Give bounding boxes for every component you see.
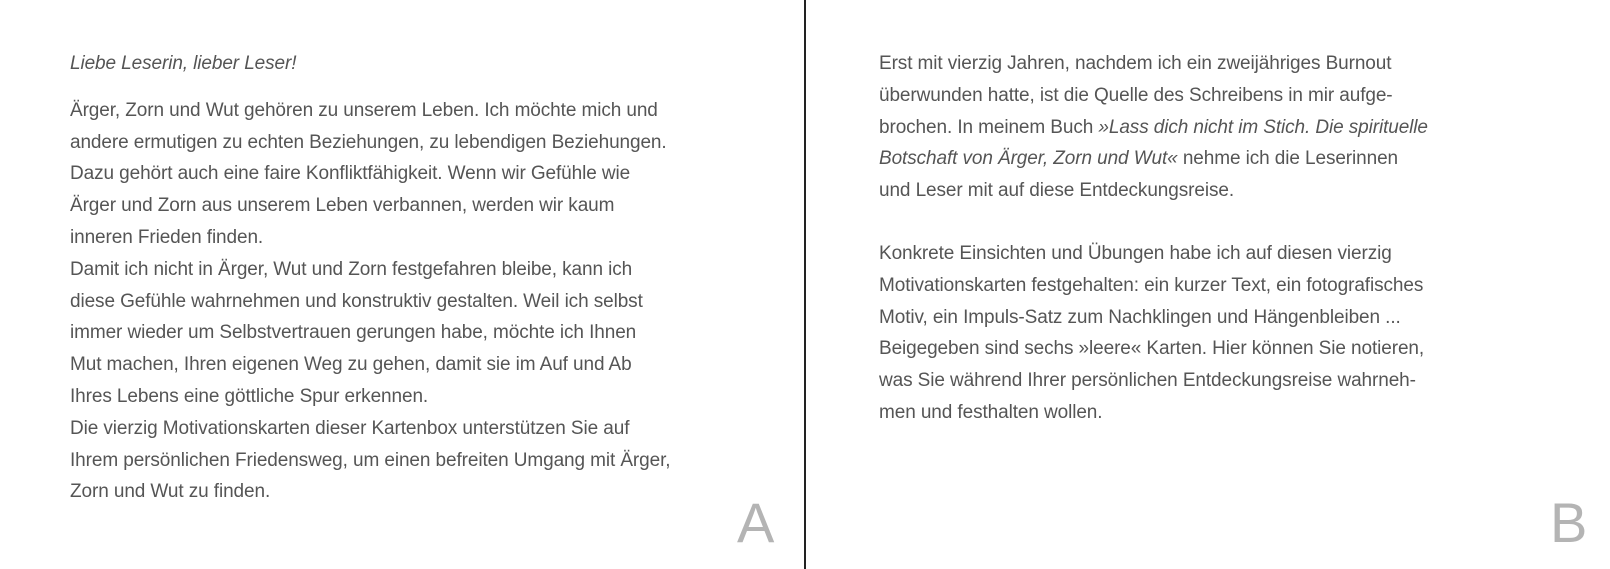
text-line: Zorn und Wut zu finden. xyxy=(70,481,271,503)
text-line: Ihres Lebens eine göttliche Spur erkennen. xyxy=(70,385,429,407)
text-line: Ihrem persönlichen Friedensweg, um einen befreiten Umgang mit Ärger, xyxy=(70,449,671,471)
text-segment: brochen. In meinem Buch xyxy=(879,116,1099,138)
text-line: Konkrete Einsichten und Übungen habe ich auf diesen vierzig xyxy=(879,242,1392,264)
page-b xyxy=(806,0,1610,569)
page-b-text xyxy=(879,48,1519,429)
text-line: diese Gefühle wahrnehmen und konstruktiv gestalten. Weil ich selbst xyxy=(70,290,643,312)
text-line: Die vierzig Motivationskarten dieser Kartenbox unterstützen Sie auf xyxy=(70,417,630,439)
text-line: Motiv, ein Impuls-Satz zum Nachklingen und Hängenbleiben ... xyxy=(879,306,1401,328)
text-line: Ärger und Zorn aus unserem Leben verbannen, werden wir kaum xyxy=(70,195,615,217)
text-line: und Leser mit auf diese Entdeckungsreise. xyxy=(879,180,1234,202)
text-line: Mut machen, Ihren eigenen Weg zu gehen, damit sie im Auf und Ab xyxy=(70,354,632,376)
text-line: überwunden hatte, ist die Quelle des Schreibens in mir aufge- xyxy=(879,84,1393,106)
text-line xyxy=(879,112,1519,144)
page-letter-a: A xyxy=(737,491,775,554)
text-line: Dazu gehört auch eine faire Konfliktfähigkeit. Wenn wir Gefühle wie xyxy=(70,163,631,185)
text-line xyxy=(879,143,1519,175)
page-a-paragraph-1 xyxy=(70,95,730,254)
page-a-text xyxy=(70,48,730,508)
text-line: Beigegeben sind sechs »leere« Karten. Hier können Sie notieren, xyxy=(879,338,1425,360)
book-title-italic: »Lass dich nicht im Stich. Die spirituelle xyxy=(1098,116,1428,138)
page-b-paragraph-2 xyxy=(879,238,1519,429)
text-line: immer wieder um Selbstvertrauen gerungen habe, möchte ich Ihnen xyxy=(70,322,637,344)
text-line: Motivationskarten festgehalten: ein kurzer Text, ein fotografisches xyxy=(879,274,1424,296)
page-letter-b: B xyxy=(1550,491,1588,554)
page-b-paragraph-1 xyxy=(879,48,1519,207)
book-title-italic: Botschaft von Ärger, Zorn und Wut« xyxy=(879,148,1178,170)
text-line: Ärger, Zorn und Wut gehören zu unserem Leben. Ich möchte mich und xyxy=(70,99,658,121)
text-line: Erst mit vierzig Jahren, nachdem ich ein zweijähriges Burnout xyxy=(879,53,1392,74)
text-line: Damit ich nicht in Ärger, Wut und Zorn festgefahren bleibe, kann ich xyxy=(70,258,633,280)
page-a-paragraph-3 xyxy=(70,413,730,508)
text-segment: nehme ich die Leserinnen xyxy=(1177,148,1399,170)
page-a-paragraph-2 xyxy=(70,254,730,413)
salutation: Liebe Leserin, lieber Leser! xyxy=(70,53,297,74)
text-line: was Sie während Ihrer persönlichen Entdeckungsreise wahrneh- xyxy=(879,370,1416,392)
text-line: men und festhalten wollen. xyxy=(879,401,1103,423)
text-line: andere ermutigen zu echten Beziehungen, zu lebendigen Beziehungen. xyxy=(70,131,667,153)
text-line: inneren Frieden finden. xyxy=(70,226,264,248)
